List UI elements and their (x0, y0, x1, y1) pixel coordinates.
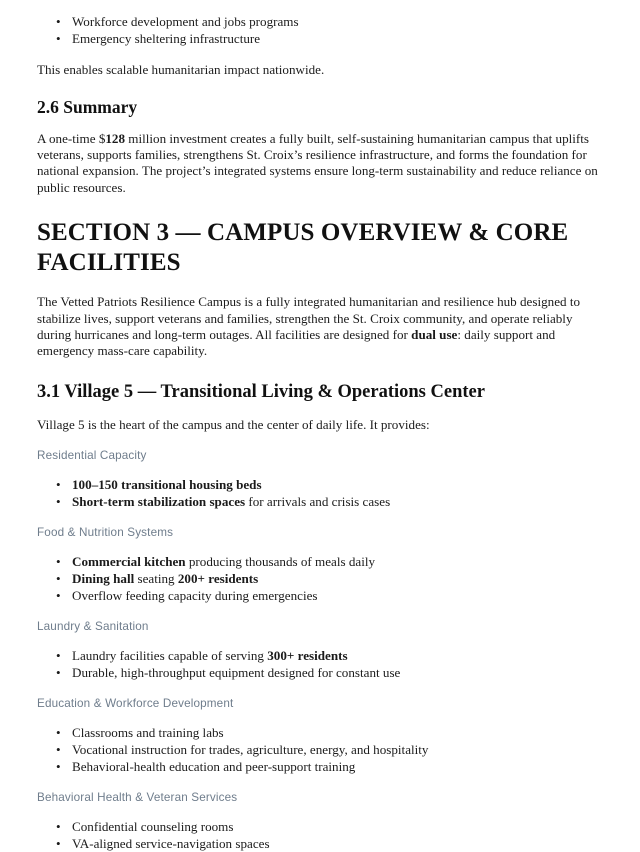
bullet-icon: • (56, 587, 61, 603)
spacer (37, 681, 602, 696)
subheading-behavioral-health-veteran-services: Behavioral Health & Veteran Services (37, 791, 238, 805)
list-item-text: Emergency sheltering infrastructure (72, 30, 261, 46)
list-item (37, 819, 602, 836)
list-food-nutrition-systems (37, 554, 602, 604)
spacer (37, 805, 602, 819)
bullet-icon: • (56, 477, 61, 493)
summary-paragraph (37, 131, 602, 197)
spacer (37, 118, 602, 131)
section3-text-part1: The Vetted Patriots Resilience Campus is a fully integrated humanitarian and resilience hub designed to stabilize lives, support veterans and families, strengthen the St. Croix community, and operate reliably during hurricanes and long-term outages. All facilities are designed for (37, 294, 581, 343)
bullet-icon: • (56, 30, 61, 46)
list-item-text: Workforce development and jobs programs (72, 14, 299, 29)
spacer (37, 360, 602, 381)
list-item (37, 494, 602, 511)
bullet-icon: • (56, 742, 61, 757)
top-bullet-list (37, 14, 602, 47)
list-item-text: Laundry facilities capable of serving (72, 648, 268, 664)
intro-paragraph: This enables scalable humanitarian impact nationwide. (37, 62, 325, 78)
bullet-icon: • (56, 14, 61, 29)
list-item-text: producing thousands of meals daily (185, 554, 376, 570)
spacer (37, 404, 602, 417)
list-item (37, 742, 602, 759)
list-item-text: Durable, high-throughput equipment designed for constant use (72, 664, 401, 680)
spacer (37, 634, 602, 648)
subheading-food-nutrition-systems: Food & Nutrition Systems (37, 526, 174, 540)
list-education-workforce-development (37, 725, 602, 775)
bullet-icon: • (56, 725, 61, 741)
heading-section-3: SECTION 3 — CAMPUS OVERVIEW & CORE FACILITIES (37, 219, 569, 277)
spacer (37, 540, 602, 554)
subheading-laundry-sanitation: Laundry & Sanitation (37, 620, 149, 634)
summary-text-part2: million investment creates a fully built, self-sustaining humanitarian campus that uplifts veterans, supports families, strengthens St. Croix’s resilience infrastructure, and forms the foundation for national expansion. The project’s integrated systems ensure long-term sustainability and reduce reliance on public resources. (37, 130, 598, 195)
list-item-bold-lead: Short-term stabilization spaces (72, 493, 246, 509)
list-item (37, 725, 602, 742)
bullet-icon: • (56, 758, 61, 774)
list-laundry-sanitation (37, 648, 602, 681)
list-item-text: seating (134, 571, 178, 587)
list-item (37, 31, 602, 48)
heading-summary: 2.6 Summary (37, 96, 138, 117)
list-item-bold-lead: 100–150 transitional housing beds (72, 477, 262, 493)
list-item-text: Vocational instruction for trades, agriculture, energy, and hospitality (72, 742, 429, 757)
spacer (37, 510, 602, 525)
subheading-education-workforce-development: Education & Workforce Development (37, 697, 234, 711)
spacer (37, 775, 602, 790)
spacer (37, 278, 602, 294)
spacer (37, 604, 602, 619)
bullet-icon: • (56, 554, 61, 570)
section3-paragraph (37, 294, 602, 360)
spacer (37, 196, 602, 218)
list-item-text: Overflow feeding capacity during emergencies (72, 587, 318, 603)
heading-subsection-3-1: 3.1 Village 5 — Transitional Living & Operations Center (37, 381, 485, 402)
summary-text-part1: A one-time $ (37, 130, 106, 146)
summary-bold-amount: 128 (105, 130, 126, 146)
subheading-residential-capacity: Residential Capacity (37, 449, 147, 463)
list-item-text: for arrivals and crisis cases (245, 493, 391, 509)
list-item (37, 14, 602, 31)
list-item-bold-lead: Commercial kitchen (72, 554, 186, 570)
spacer (37, 79, 602, 96)
list-item (37, 759, 602, 776)
list-item (37, 648, 602, 665)
spacer (37, 47, 602, 62)
list-item (37, 477, 602, 494)
bullet-icon: • (56, 571, 61, 587)
list-item (37, 836, 602, 852)
section3-text-part2: : daily support and emergency mass-care capability. (37, 327, 556, 359)
list-item-bold-tail: 300+ residents (267, 648, 348, 664)
list-item (37, 665, 602, 682)
list-item (37, 588, 602, 605)
spacer (37, 711, 602, 725)
spacer (37, 433, 602, 448)
list-item-text: Classrooms and training labs (72, 725, 224, 741)
list-item-text: Behavioral-health education and peer-support training (72, 758, 356, 774)
list-item-text: VA-aligned service-navigation spaces (72, 835, 270, 851)
bullet-icon: • (56, 493, 61, 509)
bullet-icon: • (56, 819, 61, 835)
subsection31-paragraph: Village 5 is the heart of the campus and the center of daily life. It provides: (37, 416, 430, 432)
spacer (37, 463, 602, 477)
list-item (37, 554, 602, 571)
list-residential-capacity (37, 477, 602, 510)
bullet-icon: • (56, 664, 61, 680)
list-item (37, 571, 602, 588)
bullet-icon: • (56, 648, 61, 664)
list-item-bold-tail: 200+ residents (177, 571, 259, 587)
list-item-bold-lead: Dining hall (72, 571, 135, 587)
bullet-icon: • (56, 835, 61, 851)
list-item-text: Confidential counseling rooms (72, 819, 234, 835)
list-behavioral-health-veteran-services (37, 819, 602, 852)
section3-bold-dual-use: dual use (411, 327, 458, 343)
